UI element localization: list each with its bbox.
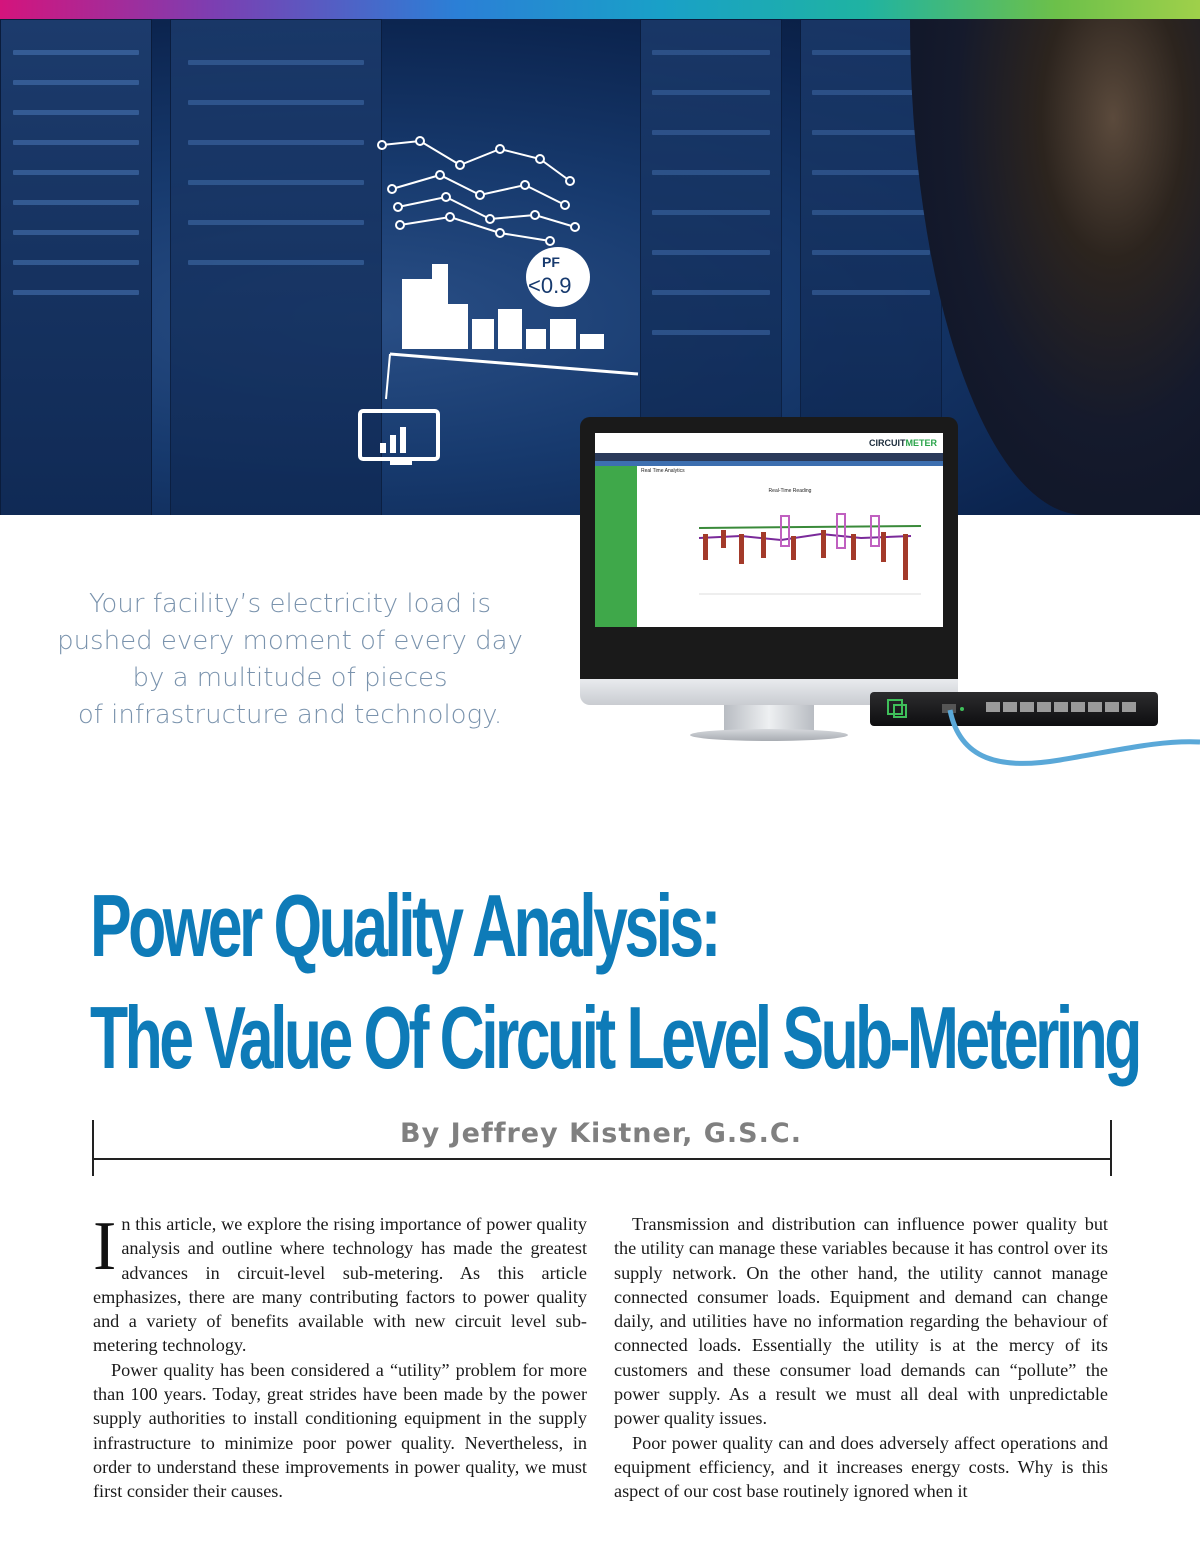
pf-label: PF <box>542 254 560 270</box>
screen-sidebar <box>595 466 637 627</box>
monitor-screen <box>595 433 943 627</box>
paragraph: In this article, we explore the rising importance of power quality analysis and outline where technology has made the greatest advances in circuit-level sub-metering. As this article emphasizes, there are many contributing factors to power quality and a variety of benefits available with new circuit level sub-metering technology. <box>93 1208 587 1356</box>
drop-cap: I <box>93 1208 117 1285</box>
screen-chart <box>641 494 939 604</box>
paragraph: Transmission and distribution can influence power quality but the utility can manage these variables because it has control over its supply network. On the other hand, the utility cannot manage connected consumer loads. Equipment and demand can change daily, and utilities have no information regarding the behaviour of connected loads. Essentially the utility is at the mercy of its customers and these consumer load demands can “pollute” the power supply. As a result we must all deal with unpredictable power quality issues. <box>614 1214 1108 1429</box>
circuitmeter-logo: CIRCUITMETER <box>869 438 937 448</box>
monitor-base <box>690 729 848 741</box>
byline: By Jeffrey Kistner, G.S.C. <box>400 1118 802 1149</box>
byline-rule <box>92 1158 1110 1160</box>
tagline <box>50 586 530 734</box>
paragraph: Poor power quality can and does adversely affect operations and equipment efficiency, and it increases energy costs. Why is this aspect of our cost base routinely ignored when it <box>614 1432 1108 1502</box>
screen-main <box>641 468 939 624</box>
screen-chart-title: Real-Time Reading <box>768 488 812 494</box>
tagline-line: pushed every moment of every day <box>57 626 523 656</box>
tagline-line: Your facility’s electricity load is <box>88 589 492 619</box>
server-rack <box>640 19 782 441</box>
title-line-2: The Value Of Circuit Level Sub-Metering <box>90 988 1139 1087</box>
monitor-icon <box>360 411 438 465</box>
article-column-right <box>614 1212 1108 1504</box>
screen-section-title: Real Time Analytics <box>641 468 685 474</box>
server-rack <box>0 19 152 515</box>
paragraph: Power quality has been considered a “utility” problem for more than 100 years. Today, great strides have been made by the power supply authorities to install conditioning equipment in the supply infrastructure to minimize poor power quality. Nevertheless, in order to understand these improvements in power quality, we must first consider their causes. <box>93 1359 587 1502</box>
screen-subnav <box>595 461 943 466</box>
color-gradient-bar <box>0 0 1200 19</box>
screen-nav <box>595 453 943 461</box>
network-cable <box>940 700 1200 780</box>
article-title <box>90 870 1139 1094</box>
tagline-line: by a multitude of pieces <box>132 663 448 693</box>
title-line-1: Power Quality Analysis: <box>90 876 718 975</box>
article-column-left <box>93 1208 587 1504</box>
pf-value: <0.9 <box>528 273 572 298</box>
tagline-line: of infrastructure and technology. <box>77 700 503 730</box>
